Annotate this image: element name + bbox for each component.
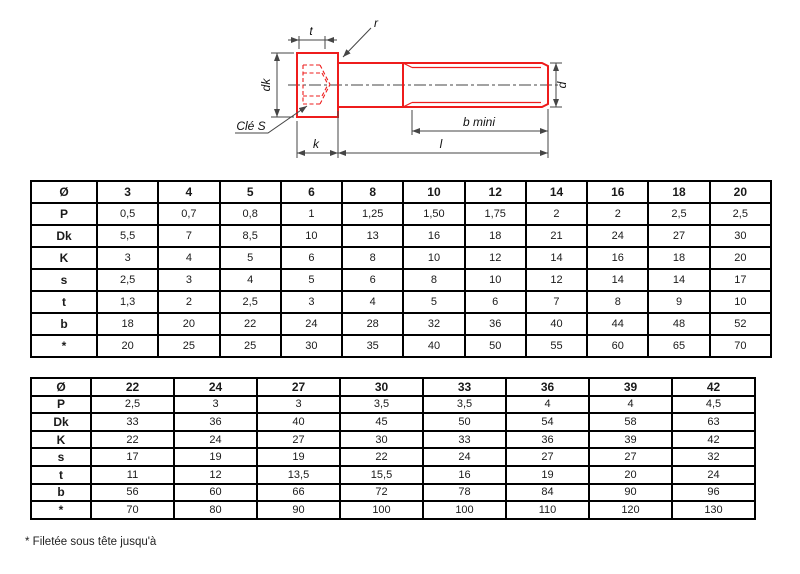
table-cell: 100 — [340, 501, 423, 519]
dimension-table — [30, 180, 772, 358]
table-cell: 18 — [648, 247, 709, 269]
table-cell: 55 — [526, 335, 587, 357]
table-cell: 32 — [403, 313, 464, 335]
row-label: s — [31, 448, 91, 466]
row-label: P — [31, 396, 91, 414]
row-label: Dk — [31, 413, 91, 431]
table-cell: 32 — [672, 448, 755, 466]
table-cell: 30 — [281, 335, 342, 357]
table-cell: 8,5 — [220, 225, 281, 247]
row-label: s — [31, 269, 97, 291]
table-cell: 35 — [342, 335, 403, 357]
col-header: 42 — [672, 378, 755, 396]
diameter-header: Ø — [31, 181, 97, 203]
diameter-header: Ø — [31, 378, 91, 396]
row-label: K — [31, 247, 97, 269]
table-cell: 30 — [340, 431, 423, 449]
table-row — [31, 335, 771, 357]
table-cell: 39 — [589, 431, 672, 449]
table-cell: 4,5 — [672, 396, 755, 414]
col-header: 27 — [257, 378, 340, 396]
table-row — [31, 396, 755, 414]
table-cell: 6 — [342, 269, 403, 291]
table-cell: 7 — [526, 291, 587, 313]
table-row — [31, 466, 755, 484]
table-cell: 5 — [403, 291, 464, 313]
row-label: t — [31, 291, 97, 313]
col-header: 33 — [423, 378, 506, 396]
col-header: 8 — [342, 181, 403, 203]
table-row — [31, 431, 755, 449]
table-cell: 44 — [587, 313, 648, 335]
col-header: 20 — [710, 181, 771, 203]
col-header: 10 — [403, 181, 464, 203]
dim-t — [288, 24, 337, 49]
label-t: t — [309, 24, 313, 38]
table-cell: 24 — [174, 431, 257, 449]
row-label: * — [31, 501, 91, 519]
table-header-row — [31, 181, 771, 203]
table-cell: 19 — [174, 448, 257, 466]
table-cell: 54 — [506, 413, 589, 431]
table-cell: 16 — [403, 225, 464, 247]
table-cell: 3 — [257, 396, 340, 414]
row-label: Dk — [31, 225, 97, 247]
row-label: P — [31, 203, 97, 225]
col-header: 4 — [158, 181, 219, 203]
table-cell: 20 — [97, 335, 158, 357]
table-cell: 5 — [220, 247, 281, 269]
row-label: * — [31, 335, 97, 357]
table-cell: 70 — [710, 335, 771, 357]
table-cell: 19 — [257, 448, 340, 466]
table-cell: 13 — [342, 225, 403, 247]
table-cell: 1,25 — [342, 203, 403, 225]
label-r: r — [374, 16, 378, 30]
table-cell: 4 — [158, 247, 219, 269]
table-cell: 2,5 — [91, 396, 174, 414]
col-header: 14 — [526, 181, 587, 203]
table-cell: 6 — [465, 291, 526, 313]
table-cell: 8 — [342, 247, 403, 269]
row-label: b — [31, 484, 91, 502]
table-cell: 30 — [710, 225, 771, 247]
table-cell: 10 — [403, 247, 464, 269]
table-header-row — [31, 378, 755, 396]
table-cell: 3,5 — [423, 396, 506, 414]
label-cle-s: Clé S — [236, 119, 266, 133]
col-header: 24 — [174, 378, 257, 396]
table-cell: 90 — [589, 484, 672, 502]
table-cell: 4 — [589, 396, 672, 414]
table-cell: 22 — [91, 431, 174, 449]
table-row — [31, 448, 755, 466]
table-cell: 42 — [672, 431, 755, 449]
table-cell: 5,5 — [97, 225, 158, 247]
table-cell: 2,5 — [97, 269, 158, 291]
table-cell: 18 — [465, 225, 526, 247]
table-cell: 25 — [158, 335, 219, 357]
table-cell: 50 — [465, 335, 526, 357]
col-header: 18 — [648, 181, 709, 203]
table-cell: 110 — [506, 501, 589, 519]
table-row — [31, 225, 771, 247]
table-cell: 25 — [220, 335, 281, 357]
table-cell: 56 — [91, 484, 174, 502]
table-cell: 14 — [648, 269, 709, 291]
table-cell: 36 — [506, 431, 589, 449]
table-cell: 19 — [506, 466, 589, 484]
dim-r — [343, 16, 379, 57]
table-cell: 16 — [587, 247, 648, 269]
table-cell: 5 — [281, 269, 342, 291]
table-cell: 3,5 — [340, 396, 423, 414]
table-cell: 12 — [174, 466, 257, 484]
table-cell: 7 — [158, 225, 219, 247]
table-cell: 1 — [281, 203, 342, 225]
table-cell: 24 — [423, 448, 506, 466]
table-cell: 2 — [158, 291, 219, 313]
row-label: K — [31, 431, 91, 449]
table-cell: 21 — [526, 225, 587, 247]
table-cell: 4 — [220, 269, 281, 291]
table-cell: 2 — [526, 203, 587, 225]
table-cell: 36 — [174, 413, 257, 431]
table-cell: 14 — [526, 247, 587, 269]
dim-b-mini — [412, 110, 548, 135]
label-k: k — [313, 137, 319, 151]
table-cell: 3 — [158, 269, 219, 291]
table-cell: 78 — [423, 484, 506, 502]
table-row — [31, 291, 771, 313]
table-row — [31, 247, 771, 269]
table-cell: 4 — [506, 396, 589, 414]
table-cell: 22 — [220, 313, 281, 335]
table-cell: 0,5 — [97, 203, 158, 225]
table-cell: 65 — [648, 335, 709, 357]
table-cell: 63 — [672, 413, 755, 431]
table-cell: 20 — [158, 313, 219, 335]
table-cell: 60 — [174, 484, 257, 502]
table-row — [31, 269, 771, 291]
table-row — [31, 203, 771, 225]
table-cell: 1,75 — [465, 203, 526, 225]
table-cell: 9 — [648, 291, 709, 313]
col-header: 5 — [220, 181, 281, 203]
table-cell: 22 — [340, 448, 423, 466]
table-cell: 1,50 — [403, 203, 464, 225]
table-cell: 90 — [257, 501, 340, 519]
table-cell: 1,3 — [97, 291, 158, 313]
col-header: 39 — [589, 378, 672, 396]
technical-drawing — [0, 0, 800, 175]
table-cell: 3 — [174, 396, 257, 414]
table-cell: 24 — [587, 225, 648, 247]
dim-l — [338, 109, 548, 158]
label-l: l — [439, 137, 443, 151]
table-cell: 50 — [423, 413, 506, 431]
col-header: 3 — [97, 181, 158, 203]
table-cell: 24 — [672, 466, 755, 484]
footnote: * Filetée sous tête jusqu'à — [25, 536, 157, 548]
col-header: 12 — [465, 181, 526, 203]
table-cell: 52 — [710, 313, 771, 335]
table-cell: 20 — [589, 466, 672, 484]
table-cell: 2,5 — [220, 291, 281, 313]
table-row — [31, 313, 771, 335]
table-cell: 40 — [526, 313, 587, 335]
table-cell: 27 — [648, 225, 709, 247]
table-cell: 36 — [465, 313, 526, 335]
table-cell: 20 — [710, 247, 771, 269]
table-cell: 80 — [174, 501, 257, 519]
table-cell: 27 — [257, 431, 340, 449]
table-cell: 72 — [340, 484, 423, 502]
table-cell: 2,5 — [710, 203, 771, 225]
col-header: 16 — [587, 181, 648, 203]
table-cell: 12 — [526, 269, 587, 291]
col-header: 30 — [340, 378, 423, 396]
table-cell: 10 — [710, 291, 771, 313]
col-header: 36 — [506, 378, 589, 396]
col-header: 6 — [281, 181, 342, 203]
label-b-mini: b mini — [462, 115, 496, 129]
table-cell: 2 — [587, 203, 648, 225]
table-cell: 84 — [506, 484, 589, 502]
col-header: 22 — [91, 378, 174, 396]
table-cell: 16 — [423, 466, 506, 484]
table-cell: 3 — [281, 291, 342, 313]
dim-d — [550, 63, 569, 107]
table-cell: 130 — [672, 501, 755, 519]
table-cell: 17 — [91, 448, 174, 466]
table-cell: 0,8 — [220, 203, 281, 225]
dimension-table-large-sizes — [30, 377, 756, 520]
table-cell: 0,7 — [158, 203, 219, 225]
label-d: d — [555, 81, 569, 89]
table-cell: 8 — [403, 269, 464, 291]
table-cell: 13,5 — [257, 466, 340, 484]
table-cell: 28 — [342, 313, 403, 335]
table-cell: 3 — [97, 247, 158, 269]
table-cell: 40 — [257, 413, 340, 431]
table-cell: 15,5 — [340, 466, 423, 484]
table-cell: 70 — [91, 501, 174, 519]
table-cell: 33 — [423, 431, 506, 449]
table-cell: 2,5 — [648, 203, 709, 225]
table-cell: 17 — [710, 269, 771, 291]
table-cell: 100 — [423, 501, 506, 519]
table-cell: 58 — [589, 413, 672, 431]
table-cell: 18 — [97, 313, 158, 335]
table-row — [31, 413, 755, 431]
table-cell: 8 — [587, 291, 648, 313]
table-cell: 4 — [342, 291, 403, 313]
table-cell: 120 — [589, 501, 672, 519]
table-row — [31, 501, 755, 519]
table-cell: 11 — [91, 466, 174, 484]
table-cell: 6 — [281, 247, 342, 269]
row-label: b — [31, 313, 97, 335]
table-cell: 96 — [672, 484, 755, 502]
table-cell: 33 — [91, 413, 174, 431]
table-cell: 24 — [281, 313, 342, 335]
table-cell: 66 — [257, 484, 340, 502]
table-cell: 12 — [465, 247, 526, 269]
dim-k — [297, 111, 338, 158]
table-cell: 60 — [587, 335, 648, 357]
table-cell: 14 — [587, 269, 648, 291]
table-cell: 10 — [281, 225, 342, 247]
table-cell: 27 — [589, 448, 672, 466]
table-cell: 48 — [648, 313, 709, 335]
table-cell: 40 — [403, 335, 464, 357]
row-label: t — [31, 466, 91, 484]
dimension-table-small-sizes — [30, 180, 772, 358]
table-cell: 10 — [465, 269, 526, 291]
table-cell: 45 — [340, 413, 423, 431]
dimension-table — [30, 377, 756, 520]
table-cell: 27 — [506, 448, 589, 466]
table-row — [31, 484, 755, 502]
label-dk: dk — [259, 78, 273, 92]
